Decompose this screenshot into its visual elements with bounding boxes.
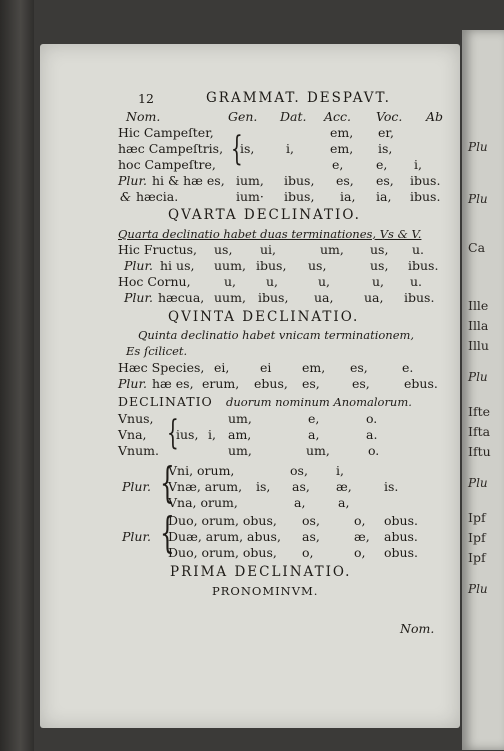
col-acc: Acc. [324, 109, 352, 124]
plural-label: Plur. [124, 258, 154, 273]
row-acc: o, [302, 545, 314, 560]
row-nom: Vni, orum, [168, 463, 235, 478]
row-nom: Hoc Cornu, [118, 274, 191, 289]
row-voc: u, [372, 274, 385, 289]
row-dat: ibus, [284, 173, 315, 188]
row-nom: Vna, [118, 427, 147, 442]
row-nom: hoc Campeſtre, [118, 157, 216, 172]
row-abl: ibus. [404, 290, 435, 305]
row-acc: ua, [314, 290, 334, 305]
row-dat: ei [260, 360, 272, 375]
row-voc: o, [354, 513, 366, 528]
edge-fragment: Plu [468, 476, 488, 490]
section-subtitle: PRONOMINVM. [212, 584, 319, 598]
section-note: Quarta declinatio habet duas terminationes, Vs & V. [118, 227, 422, 241]
row-abl: e. [402, 360, 414, 375]
edge-fragment: Iftu [468, 444, 491, 459]
row-nom: Hæc Species, [118, 360, 205, 375]
plural-label: Plur. [122, 479, 152, 494]
row-dat: as, [292, 479, 310, 494]
row-gen: ius, [176, 427, 199, 442]
row-nom: Duo, orum, obus, [168, 513, 277, 528]
brace: { [160, 508, 175, 557]
book-binding [0, 0, 34, 751]
row-abl: abus. [384, 529, 418, 544]
row-nom: hæcia. [136, 189, 179, 204]
row-acc: am, [228, 427, 252, 442]
edge-fragment: Ille [468, 298, 489, 313]
row-abl: ibus. [408, 258, 439, 273]
row-acc: os, [302, 513, 320, 528]
row-abl: u. [412, 242, 425, 257]
row-acc: u, [318, 274, 331, 289]
row-acc: os, [290, 463, 308, 478]
row-abl: i, [414, 157, 422, 172]
row-gen: um, [228, 411, 252, 426]
row-nom: hæcua, [158, 290, 205, 305]
row-abl: o. [366, 411, 378, 426]
row-acc: es, [302, 376, 320, 391]
row-nom: hæ es, [152, 376, 194, 391]
edge-fragment: Plu [468, 582, 488, 596]
row-voc: æ, [354, 529, 370, 544]
row-acc: em, [330, 141, 354, 156]
row-dat: ui, [260, 242, 277, 257]
plural-label: Plur. [124, 290, 154, 305]
row-abl: is. [384, 479, 399, 494]
row-gen: is, [240, 141, 255, 156]
row-acc: es, [336, 173, 354, 188]
edge-fragment: Plu [468, 140, 488, 154]
edge-fragment: Ifte [468, 404, 490, 419]
row-nom: Hic Fructus, [118, 242, 198, 257]
row-voc: es, [376, 173, 394, 188]
row-acc: e, [308, 411, 320, 426]
row-acc: as, [302, 529, 320, 544]
row-gen: um, [228, 443, 252, 458]
brace: { [166, 413, 179, 453]
book-page [40, 44, 460, 728]
row-acc: em, [330, 125, 354, 140]
row-abl: ebus. [404, 376, 438, 391]
row-nom: Vna, orum, [168, 495, 238, 510]
edge-fragment: Ifta [468, 424, 491, 439]
row-acc: e, [332, 157, 344, 172]
row-voc: er, [378, 125, 394, 140]
row-acc: a, [294, 495, 306, 510]
row-abl: obus. [384, 545, 418, 560]
col-nom: Nom. [126, 109, 161, 124]
running-head: GRAMMAT. DESPAVT. [206, 90, 391, 106]
row-dat: i, [286, 141, 294, 156]
col-dat: Dat. [280, 109, 307, 124]
catchword: Nom. [400, 621, 435, 636]
edge-fragment: Ipf [468, 530, 486, 545]
row-abl: ibus. [410, 189, 441, 204]
row-abl: obus. [384, 513, 418, 528]
row-gen: uum, [214, 258, 246, 273]
row-gen: ei, [214, 360, 230, 375]
row-nom: Duo, orum, obus, [168, 545, 277, 560]
row-acc: us, [308, 258, 327, 273]
plural-label: Plur. [122, 529, 152, 544]
row-nom: hi & hæ es, [152, 173, 225, 188]
brace: { [230, 129, 243, 169]
next-page-edge [462, 30, 504, 750]
row-dat: ibus, [256, 258, 287, 273]
col-gen: Gen. [228, 109, 258, 124]
row-voc: is, [378, 141, 393, 156]
edge-fragment: Ipf [468, 550, 486, 565]
row-gen: u, [224, 274, 237, 289]
edge-fragment: Ipf [468, 510, 486, 525]
section-title-quinta: QVINTA DECLINATIO. [168, 309, 360, 325]
row-voc: e, [376, 157, 388, 172]
brace: { [160, 458, 175, 507]
anomal-title-caps: DECLINATIO [118, 394, 213, 409]
section-note-2: Es ſcilicet. [126, 344, 188, 358]
row-gen: erum, [202, 376, 240, 391]
section-note: Quinta declinatio habet vnicam terminationem, [138, 328, 415, 342]
row-nom: hæc Campeſtris, [118, 141, 224, 156]
anomal-title-rest: duorum nominum Anomalorum. [226, 395, 412, 409]
row-voc: o, [354, 545, 366, 560]
section-title-quarta: QVARTA DECLINATIO. [168, 207, 361, 223]
row-abl: o. [368, 443, 380, 458]
row-nom: Hic Campeſter, [118, 125, 214, 140]
row-voc: a, [308, 427, 320, 442]
row-gen: uum, [214, 290, 246, 305]
row-voc: us, [370, 258, 389, 273]
row-dat: ibus, [258, 290, 289, 305]
row-dat: i, [208, 427, 216, 442]
row-acc: um, [306, 443, 330, 458]
edge-fragment: Ca [468, 240, 486, 255]
edge-fragment: Plu [468, 370, 488, 384]
row-acc: um, [320, 242, 344, 257]
edge-fragment: Plu [468, 192, 488, 206]
row-nom: Vnum. [118, 443, 159, 458]
edge-fragment: Illu [468, 338, 489, 353]
row-voc: ia, [376, 189, 392, 204]
ampersand: & [120, 189, 132, 204]
edge-fragment: Illa [468, 318, 489, 333]
col-voc: Voc. [376, 109, 403, 124]
row-voc: ua, [364, 290, 384, 305]
row-abl: ibus. [410, 173, 441, 188]
row-voc: us, [370, 242, 389, 257]
section-title-prima: PRIMA DECLINATIO. [170, 564, 352, 580]
row-nom: Duæ, arum, abus, [168, 529, 281, 544]
page-number: 12 [138, 91, 154, 106]
row-dat: u, [266, 274, 279, 289]
plural-label: Plur. [118, 173, 148, 188]
row-abl: a. [366, 427, 378, 442]
row-abl: u. [410, 274, 423, 289]
row-gen: ium, [236, 173, 264, 188]
row-dat: ebus, [254, 376, 288, 391]
row-gen: is, [256, 479, 271, 494]
row-voc: i, [336, 463, 344, 478]
plural-label: Plur. [118, 376, 148, 391]
row-gen: ium· [236, 189, 264, 204]
row-voc: es, [350, 360, 368, 375]
row-nom: Vnæ, arum, [168, 479, 243, 494]
row-acc: æ, [336, 479, 352, 494]
row-nom: hi us, [160, 258, 195, 273]
row-gen: us, [214, 242, 233, 257]
row-voc: a, [338, 495, 350, 510]
row-dat: ibus, [284, 189, 315, 204]
row-acc: ia, [340, 189, 356, 204]
row-acc: em, [302, 360, 326, 375]
col-abl: Ab [426, 109, 444, 124]
row-voc: es, [352, 376, 370, 391]
row-nom: Vnus, [118, 411, 154, 426]
